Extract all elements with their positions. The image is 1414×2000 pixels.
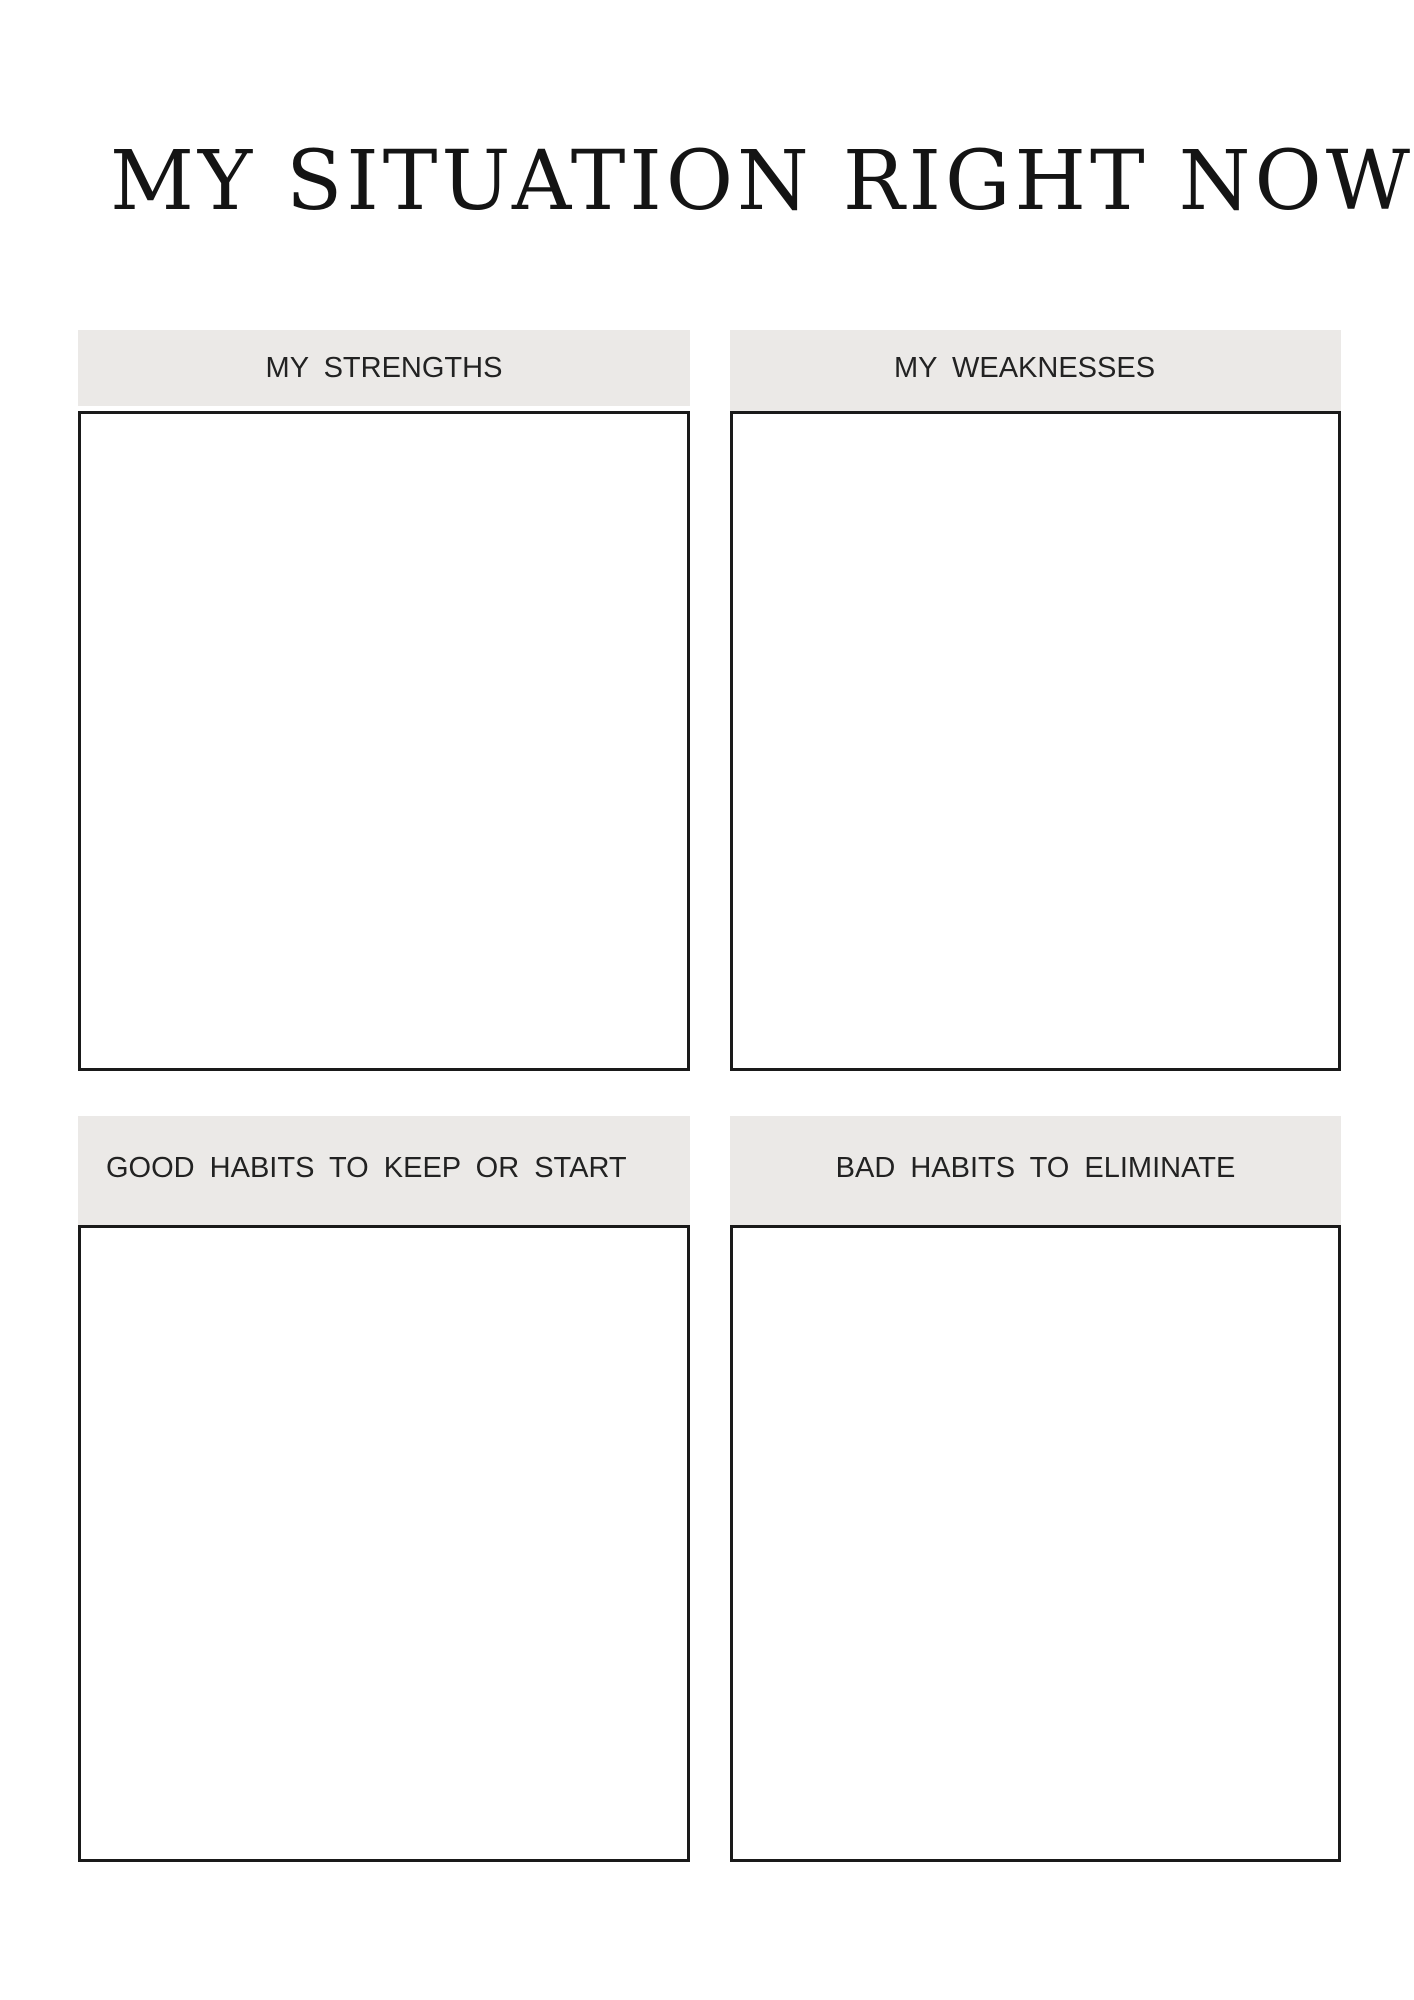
strengths-box[interactable] [78, 411, 690, 1071]
weaknesses-header [730, 330, 1341, 411]
weaknesses-label: MY WEAKNESSES [893, 352, 1156, 384]
page-title: MY SITUATION RIGHT NOW [110, 134, 1414, 229]
bad-habits-header [730, 1116, 1341, 1225]
weaknesses-box[interactable] [730, 411, 1341, 1071]
strengths-header [78, 330, 690, 406]
good-habits-label: GOOD HABITS TO KEEP OR START [106, 1152, 627, 1184]
bad-habits-box[interactable] [730, 1225, 1341, 1862]
strengths-label: MY STRENGTHS [265, 352, 503, 384]
good-habits-box[interactable] [78, 1225, 690, 1862]
good-habits-header [78, 1116, 690, 1225]
bad-habits-label: BAD HABITS TO ELIMINATE [835, 1152, 1236, 1184]
